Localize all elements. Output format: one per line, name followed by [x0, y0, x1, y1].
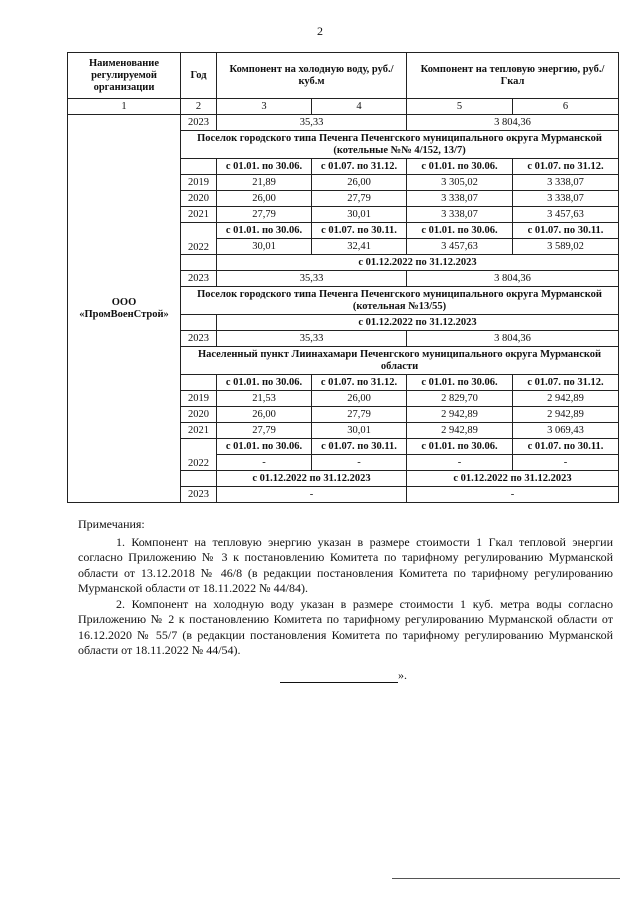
section-title: Поселок городского типа Печенга Печенгского муниципального округа Мурманской (котельные №№ 4/152, 13/7) [181, 131, 619, 159]
value-cell: - [407, 455, 513, 471]
period-label: с 01.07. по 30.11. [513, 223, 619, 239]
period-label: с 01.01. по 30.06. [407, 375, 513, 391]
value-cell: 2 942,89 [407, 407, 513, 423]
period-label: с 01.01. по 30.06. [407, 223, 513, 239]
year-cell: 2019 [181, 391, 217, 407]
value-cell: 30,01 [312, 207, 407, 223]
period-label: с 01.01. по 30.06. [407, 159, 513, 175]
water-value: - [217, 487, 407, 503]
water-value: 35,33 [217, 271, 407, 287]
table-header-row [68, 53, 619, 99]
period-label: с 01.01. по 30.06. [217, 375, 312, 391]
closing-mark [280, 668, 407, 683]
year-cell: 2022 [181, 223, 217, 255]
heat-value: 3 804,36 [407, 271, 619, 287]
heat-value: 3 804,36 [407, 115, 619, 131]
value-cell: 26,00 [312, 175, 407, 191]
col-num: 4 [312, 99, 407, 115]
value-cell: - [312, 455, 407, 471]
value-cell: 2 942,89 [513, 407, 619, 423]
value-cell: 30,01 [312, 423, 407, 439]
table-row [68, 115, 619, 131]
value-cell: 3 338,07 [407, 191, 513, 207]
period-label: с 01.07. по 30.11. [513, 439, 619, 455]
footer-divider [392, 878, 620, 879]
value-cell: 3 069,43 [513, 423, 619, 439]
period-label: с 01.01. по 30.06. [407, 439, 513, 455]
value-cell: 3 589,02 [513, 239, 619, 255]
value-cell: 21,53 [217, 391, 312, 407]
period-label: с 01.01. по 30.06. [217, 439, 312, 455]
period-label: с 01.07. по 31.12. [312, 375, 407, 391]
value-cell: 27,79 [312, 407, 407, 423]
period-label: с 01.01. по 30.06. [217, 159, 312, 175]
value-cell: 21,89 [217, 175, 312, 191]
value-cell: 2 829,70 [407, 391, 513, 407]
year-cell: 2022 [181, 439, 217, 471]
year-cell: 2023 [181, 271, 217, 287]
year-cell: 2020 [181, 407, 217, 423]
period-label: с 01.07. по 30.11. [312, 439, 407, 455]
empty-cell [181, 255, 217, 271]
header-org: Наименование регулируемой организации [68, 53, 181, 99]
year-cell: 2023 [181, 331, 217, 347]
period-label: с 01.12.2022 по 31.12.2023 [407, 471, 619, 487]
closing-quote: ». [398, 668, 407, 682]
water-value: 35,33 [217, 115, 407, 131]
year-cell: 2023 [181, 115, 217, 131]
header-year: Год [181, 53, 217, 99]
col-num: 3 [217, 99, 312, 115]
value-cell: 26,00 [217, 191, 312, 207]
period-label: с 01.07. по 30.11. [312, 223, 407, 239]
table-number-row [68, 99, 619, 115]
header-heat: Компонент на тепловую энергию, руб./Гкал [407, 53, 619, 99]
empty-cell [181, 471, 217, 487]
empty-cell [181, 375, 217, 391]
value-cell: 32,41 [312, 239, 407, 255]
org-name: ООО «ПромВоенСтрой» [68, 115, 181, 503]
period-label: с 01.12.2022 по 31.12.2023 [217, 315, 619, 331]
value-cell: 3 305,02 [407, 175, 513, 191]
col-num: 1 [68, 99, 181, 115]
value-cell: - [217, 455, 312, 471]
value-cell: 3 457,63 [513, 207, 619, 223]
col-num: 6 [513, 99, 619, 115]
header-water: Компонент на холодную воду, руб./куб.м [217, 53, 407, 99]
value-cell: 3 338,07 [407, 207, 513, 223]
section-title: Населенный пункт Лиинахамари Печенгского муниципального округа Мурманской области [181, 347, 619, 375]
year-cell: 2023 [181, 487, 217, 503]
value-cell: 3 338,07 [513, 175, 619, 191]
note-2: 2. Компонент на холодную воду указан в размере стоимости 1 куб. метра воды согласно Приложению № 2 к постановлению Комитета по тарифному регулированию Мурманской области от 16.12.2020 № 55/7 (в редакции постановления Комитета по тарифному регулированию Мурманской области от 18.11.2022 № 44/54). [78, 596, 613, 657]
signature-line [280, 682, 398, 683]
value-cell: 26,00 [312, 391, 407, 407]
empty-cell [181, 315, 217, 331]
period-label: с 01.01. по 30.06. [217, 223, 312, 239]
col-num: 2 [181, 99, 217, 115]
heat-value: - [407, 487, 619, 503]
value-cell: 30,01 [217, 239, 312, 255]
period-label: с 01.12.2022 по 31.12.2023 [217, 255, 619, 271]
year-cell: 2020 [181, 191, 217, 207]
empty-cell [181, 159, 217, 175]
period-label: с 01.07. по 31.12. [312, 159, 407, 175]
period-label: с 01.07. по 31.12. [513, 375, 619, 391]
water-value: 35,33 [217, 331, 407, 347]
section-title: Поселок городского типа Печенга Печенгского муниципального округа Мурманской (котельная №13/55) [181, 287, 619, 315]
page-number: 2 [317, 24, 323, 38]
year-cell: 2019 [181, 175, 217, 191]
heat-value: 3 804,36 [407, 331, 619, 347]
value-cell: - [513, 455, 619, 471]
year-cell: 2021 [181, 207, 217, 223]
notes-title: Примечания: [78, 517, 145, 531]
tariff-table [67, 52, 619, 503]
value-cell: 27,79 [312, 191, 407, 207]
value-cell: 27,79 [217, 207, 312, 223]
value-cell: 2 942,89 [513, 391, 619, 407]
period-label: с 01.12.2022 по 31.12.2023 [217, 471, 407, 487]
year-cell: 2021 [181, 423, 217, 439]
value-cell: 3 457,63 [407, 239, 513, 255]
value-cell: 27,79 [217, 423, 312, 439]
note-1: 1. Компонент на тепловую энергию указан в размере стоимости 1 Гкал тепловой энергии согласно Приложению № 3 к постановлению Комитета по тарифному регулированию Мурманской области от 13.12.2018 № 46/8 (в редакции постановления Комитета по тарифному регулированию Мурманской области от 18.11.2022 № 44/84). [78, 534, 613, 595]
notes [78, 517, 613, 659]
value-cell: 2 942,89 [407, 423, 513, 439]
value-cell: 3 338,07 [513, 191, 619, 207]
col-num: 5 [407, 99, 513, 115]
value-cell: 26,00 [217, 407, 312, 423]
period-label: с 01.07. по 31.12. [513, 159, 619, 175]
